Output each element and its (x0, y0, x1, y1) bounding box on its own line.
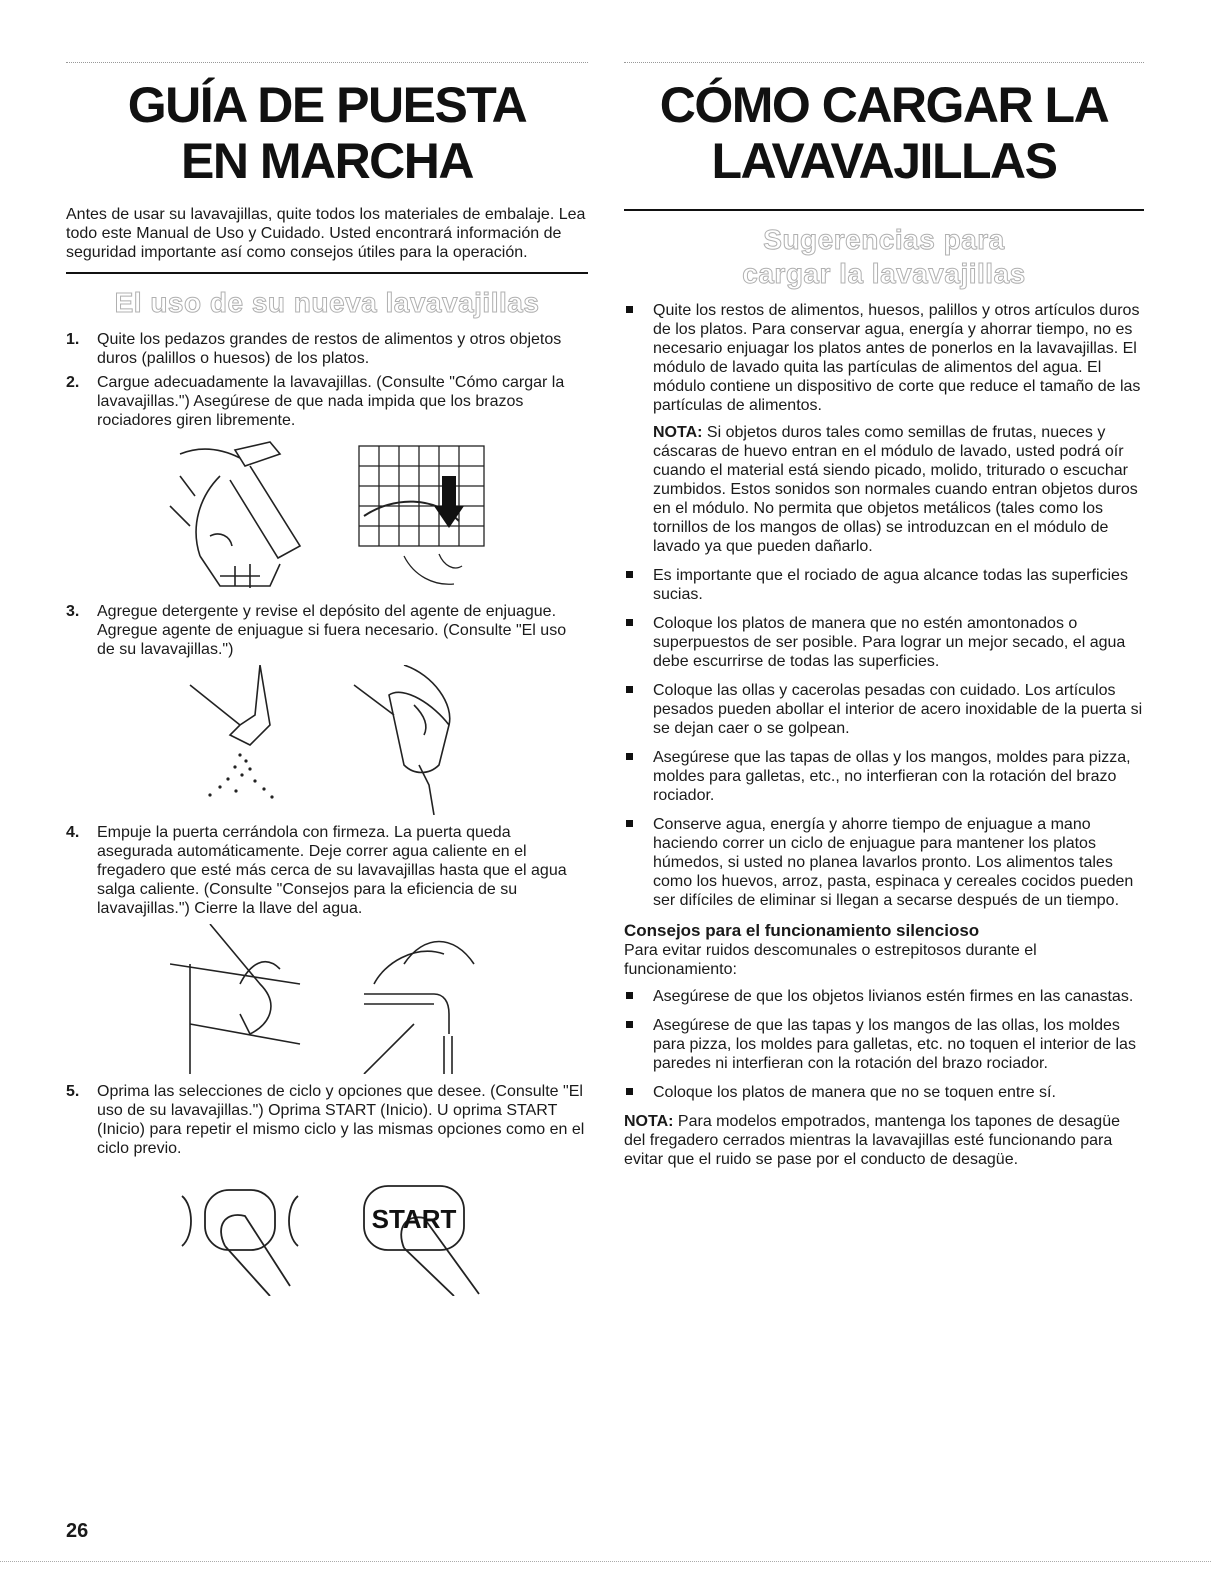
list-item (624, 614, 1144, 671)
step-number: 1. (66, 331, 80, 348)
list-item-text: Coloque las ollas y cacerolas pesadas con cuidado. Los artículos pesados pueden abollar el interior de acero inoxidable de la puerta si se dejan caer o se golpean. (653, 682, 1143, 737)
title-line-1: GUÍA DE PUESTA (127, 77, 527, 133)
step-number: 3. (66, 603, 80, 620)
list-item (624, 1016, 1144, 1073)
list-item-text: Coloque los platos de manera que no se toquen entre sí. (653, 1084, 1056, 1101)
bullet-icon (626, 1088, 633, 1095)
section-divider (624, 209, 1144, 211)
list-item-text: Conserve agua, energía y ahorre tiempo de enjuague a mano haciendo correr un ciclo de enjuague para mantener los platos húmedos, si usted no planea lavarlos pronto. Los alimentos tales como los huevos, arroz, pasta, espinaca y cereales cocidos pueden ser difíciles de eliminar si llegan a secarse después de un tiempo. (653, 816, 1134, 909)
step-number: 4. (66, 824, 80, 841)
list-item (624, 815, 1144, 910)
scrape-dishes-illustration (160, 436, 310, 594)
cycle-button-press-illustration (170, 1176, 310, 1296)
bullet-icon (626, 753, 633, 760)
illustration-buttons (66, 1176, 588, 1296)
bullet-icon (626, 306, 633, 313)
page-number: 26 (66, 1520, 89, 1542)
list-item-text: Coloque los platos de manera que no estén amontonados o superpuestos de ser posible. Para lograr un mejor secado, el agua debe escurrirse de todas las superficies. (653, 615, 1126, 670)
list-item (624, 748, 1144, 805)
section-divider (66, 272, 588, 274)
step-item (66, 602, 588, 659)
section-heading-usage (66, 286, 588, 320)
quiet-operation-heading: Consejos para el funcionamiento silencioso (624, 921, 980, 940)
bottom-divider (0, 1561, 1211, 1562)
title-line-2: LAVAVAJILLAS (711, 133, 1057, 189)
step-item (66, 330, 588, 368)
step-text: Empuje la puerta cerrándola con firmeza. La puerta queda asegurada automáticamente. Deje correr agua caliente en el fregadero que esté más cerca de su lavavajillas hasta que el agua salga caliente. (Consulte "Consejos para la eficiencia de su lavavajillas.") Cierre la llave del agua. (97, 824, 567, 917)
start-button-press-illustration (344, 1176, 484, 1296)
note-block (624, 423, 1144, 556)
list-item (624, 1083, 1144, 1102)
list-item-text: Asegúrese que las tapas de ollas y los mangos, moldes para pizza, moldes para galletas, etc., no interfieran con la rotación del brazo rociador. (653, 749, 1131, 804)
list-item (624, 987, 1144, 1006)
list-item-text: Es importante que el rociado de agua alcance todas las superficies sucias. (653, 567, 1128, 603)
section-heading-line-2: cargar la lavavajillas (742, 258, 1026, 289)
section-heading-line-1: Sugerencias para (763, 224, 1005, 255)
step-item (66, 1082, 588, 1158)
list-item-text: Quite los restos de alimentos, huesos, palillos y otros artículos duros de los platos. Para conservar agua, energía y ahorrar tiempo, no es necesario enjuagar los platos antes de ponerlos en la lavavajillas. El módulo de lavado quita las partículas de alimentos del agua. El módulo contiene un dispositivo de corte que reduce el tamaño de las partículas de alimentos. (653, 302, 1141, 414)
list-item (624, 301, 1144, 415)
page-title-right (624, 77, 1144, 189)
note-label: NOTA: (653, 424, 703, 441)
section-heading-loading (624, 223, 1144, 291)
note-label: NOTA: (624, 1113, 674, 1130)
bullet-icon (626, 992, 633, 999)
quiet-intro: Para evitar ruidos descomunales o estrepitosos durante el funcionamiento: (624, 942, 1037, 978)
list-item-text: Asegúrese de que las tapas y los mangos de las ollas, los moldes para pizza, los moldes para galletas, etc. no toquen el interior de las paredes ni interfieran con la rotación del brazo rociador. (653, 1017, 1136, 1072)
faucet-illustration (344, 924, 484, 1074)
list-item-text: Asegúrese de que los objetos livianos estén firmes en las canastas. (653, 988, 1134, 1005)
step-number: 2. (66, 374, 80, 391)
step-text: Quite los pedazos grandes de restos de alimentos y otros objetos duros (palillos o huesos) de los platos. (97, 331, 562, 367)
step-text: Oprima las selecciones de ciclo y opciones que desee. (Consulte "El uso de su lavavajillas.") Oprima START (Inicio). U oprima START (Inicio) para repetir el mismo ciclo y las mismas opciones como en el ciclo previo. (97, 1083, 585, 1157)
rinse-aid-bottle-illustration (344, 665, 474, 815)
bullet-icon (626, 686, 633, 693)
bullet-icon (626, 1021, 633, 1028)
start-button-label: START (371, 1204, 457, 1234)
note-text: Para modelos empotrados, mantenga los tapones de desagüe del fregadero cerrados mientras la lavavajillas esté funcionando para evitar que el ruido se pase por el conducto de desagüe. (624, 1113, 1120, 1168)
top-divider (624, 62, 1144, 63)
step-number: 5. (66, 1083, 80, 1100)
step-item (66, 373, 588, 430)
intro-paragraph: Antes de usar su lavavajillas, quite todos los materiales de embalaje. Lea todo este Manual de Uso y Cuidado. Usted encontrará información de seguridad importante así como consejos útiles para la operación. (66, 206, 586, 261)
step-text: Agregue detergente y revise el depósito del agente de enjuague. Agregue agente de enjuague si fuera necesario. (Consulte "El uso de su lavavajillas.") (97, 603, 567, 658)
illustration-detergent (66, 665, 588, 815)
step-text: Cargue adecuadamente la lavavajillas. (Consulte "Cómo cargar la lavavajillas.") Asegúrese de que nada impida que los brazos rociadores giren libremente. (97, 374, 565, 429)
close-door-illustration (170, 924, 310, 1074)
note-block-drain (624, 1112, 1144, 1169)
load-rack-illustration (344, 436, 494, 594)
top-divider (66, 62, 588, 63)
illustration-door-faucet (66, 924, 588, 1074)
section-heading-text: El uso de su nueva lavavajillas (114, 287, 540, 318)
detergent-pour-illustration (180, 665, 310, 815)
title-line-1: CÓMO CARGAR LA (659, 77, 1109, 133)
page-title-left (66, 77, 588, 189)
step-item (66, 823, 588, 918)
left-column (66, 62, 588, 1304)
list-item (624, 681, 1144, 738)
bullet-icon (626, 571, 633, 578)
bullet-icon (626, 820, 633, 827)
right-column (624, 62, 1144, 1169)
illustration-scrape-load (66, 436, 588, 594)
bullet-icon (626, 619, 633, 626)
title-line-2: EN MARCHA (180, 133, 474, 189)
note-text: Si objetos duros tales como semillas de frutas, nueces y cáscaras de huevo entran en el módulo de lavado, usted podrá oír cuando el material está siendo picado, molido, triturado o escuchar zumbidos. Estos sonidos son normales cuando entran objetos duros en el módulo. No permita que objetos metálicos (tales como los tornillos de los mangos de ollas) se introduzcan en el módulo de lavado ya que pueden dañarlo. (653, 424, 1138, 555)
list-item (624, 566, 1144, 604)
